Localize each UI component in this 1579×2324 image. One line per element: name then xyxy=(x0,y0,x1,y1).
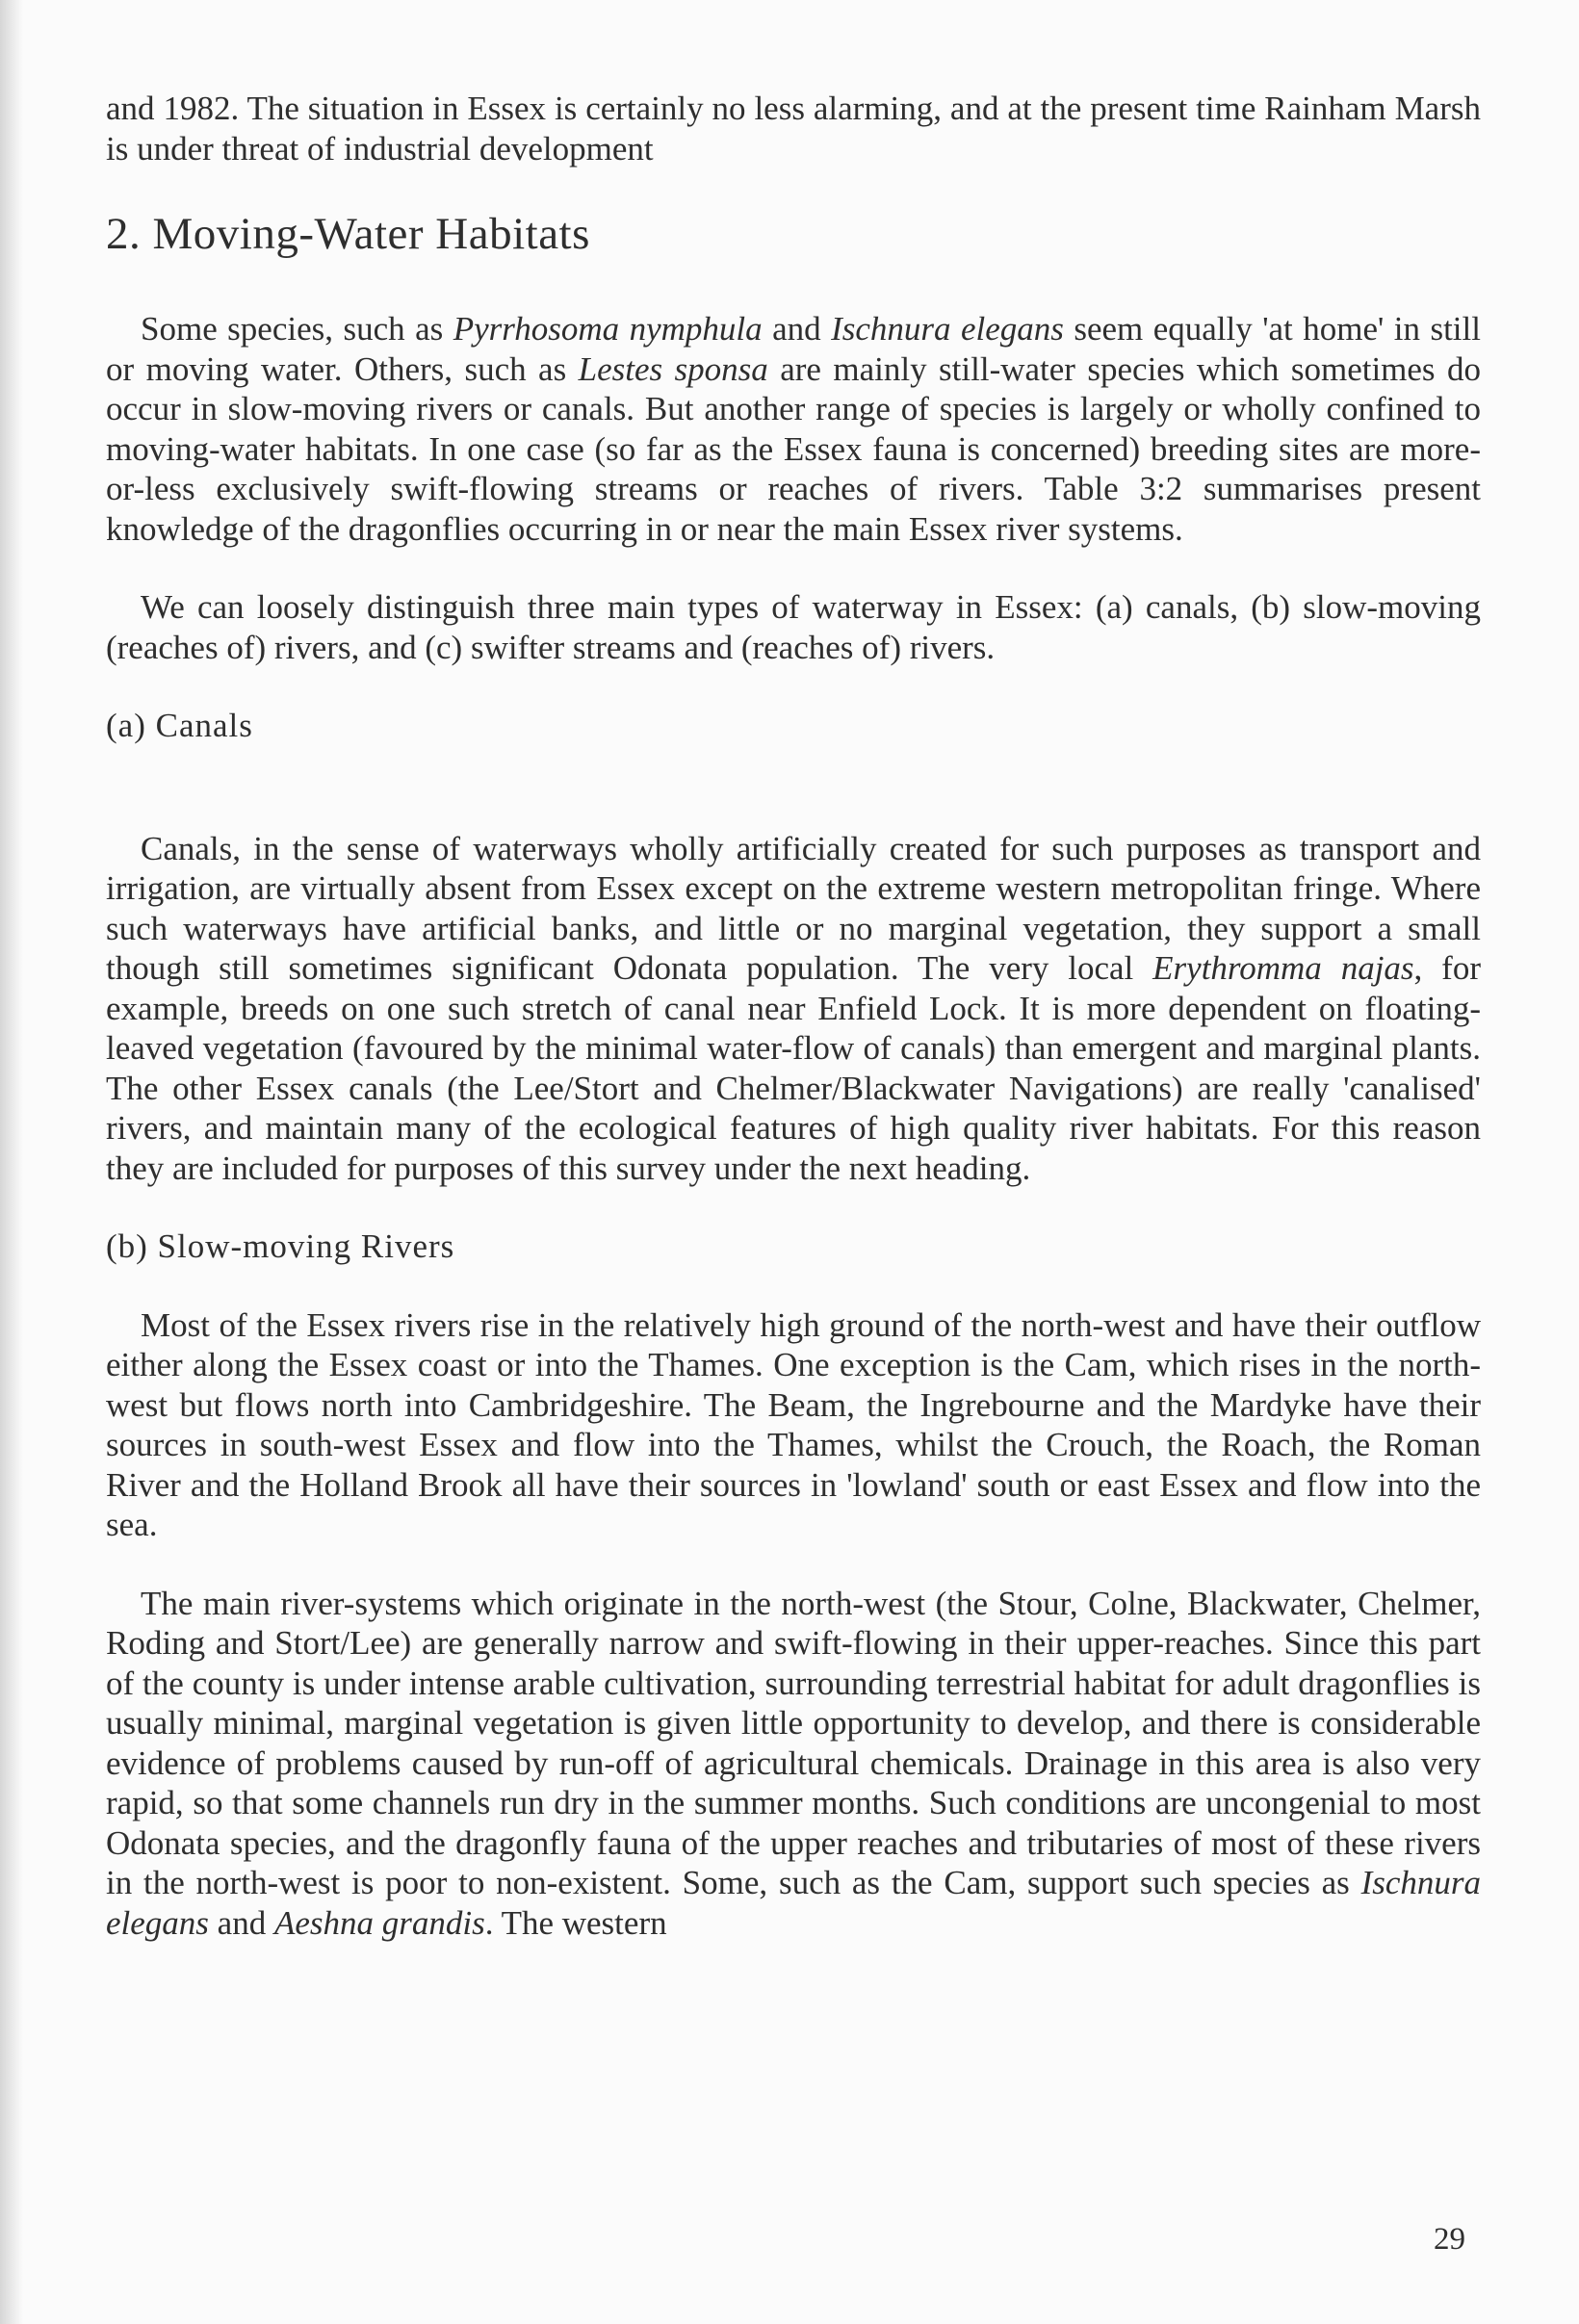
subheading-slow-rivers: (b) Slow-moving Rivers xyxy=(106,1227,455,1265)
section-heading: 2. Moving-Water Habitats xyxy=(106,209,590,259)
species-name: Pyrrhosoma nymphula xyxy=(453,310,763,348)
paragraph-waterway-types: We can loosely distinguish three main types of waterway in Essex: (a) canals, (b) slow-moving (reaches of) rivers, and (c) swifter streams and (reaches of) rivers. xyxy=(106,588,1481,666)
species-name: Erythromma najas xyxy=(1152,949,1414,987)
paragraph-species: Some species, such as Pyrrhosoma nymphula and Ischnura elegans seem equally 'at home' in still or moving water. Others, such as Lestes sponsa are mainly still-water species which sometimes do occur in slow-moving rivers or canals. But another range of species is largely or wholly confined to moving-water habitats. In one case (so far as the Essex fauna is concerned) breeding sites are more-or-less exclusively swift-flowing streams or reaches of rivers. Table 3:2 summarises present knowledge of the dragonflies occurring in or near the main Essex river systems. xyxy=(106,310,1481,548)
subheading-canals: (a) Canals xyxy=(106,707,253,744)
species-name: Ischnura elegans xyxy=(106,1864,1481,1942)
paragraph-canals: Canals, in the sense of waterways wholly artificially created for such purposes as transport and irrigation, are virtually absent from Essex except on the extreme western metropolitan fringe. Where such waterways have artificial banks, and little or no marginal vegetation, they support a small though still sometimes significant Odonata population. The very local Erythromma najas, for example, breeds on one such stretch of canal near Enfield Lock. It is more dependent on floating-leaved vegetation (favoured by the minimal water-flow of canals) than emergent and marginal plants. The other Essex canals (the Lee/Stort and Chelmer/Blackwater Navigations) are really 'canalised' rivers, and maintain many of the ecological features of high quality river habitats. For this reason they are included for purposes of this survey under the next heading. xyxy=(106,829,1481,1187)
paragraph-intro-end: and 1982. The situation in Essex is certainly no less alarming, and at the present time Rainham Marsh is under threat of industrial development xyxy=(106,90,1481,168)
page-number: 29 xyxy=(1434,2222,1465,2257)
paragraph-rivers: Most of the Essex rivers rise in the relatively high ground of the north-west and have their outflow either along the Essex coast or into the Thames. One exception is the Cam, which rises in the north-west but flows north into Cambridgeshire. The Beam, the Ingrebourne and the Mardyke have their sources in south-west Essex and flow into the Thames, whilst the Crouch, the Roach, the Roman River and the Holland Brook all have their sources in 'lowland' south or east Essex and flow into the sea. xyxy=(106,1305,1481,1543)
species-name: Lestes sponsa xyxy=(578,349,768,388)
species-name: Aeshna grandis xyxy=(273,1903,485,1942)
species-name: Ischnura elegans xyxy=(831,310,1064,348)
page-edge-shadow xyxy=(0,0,23,2324)
page-body xyxy=(106,89,1481,1943)
paragraph-river-systems: The main river-systems which originate in the north-west (the Stour, Colne, Blackwater, Chelmer, Roding and Stort/Lee) are generally narrow and swift-flowing in their upper-reaches. Since this part of the county is under intense arable cultivation, surrounding terrestrial habitat for adult dragonflies is usually minimal, marginal vegetation is given little opportunity to develop, and there is considerable evidence of problems caused by run-off of agricultural chemicals. Drainage in this area is also very rapid, so that some channels run dry in the summer months. Such conditions are uncongenial to most Odonata species, and the dragonfly fauna of the upper reaches and tributaries of most of these rivers in the north-west is poor to non-existent. Some, such as the Cam, support such species as Ischnura elegans and Aeshna grandis. The western xyxy=(106,1584,1481,1942)
